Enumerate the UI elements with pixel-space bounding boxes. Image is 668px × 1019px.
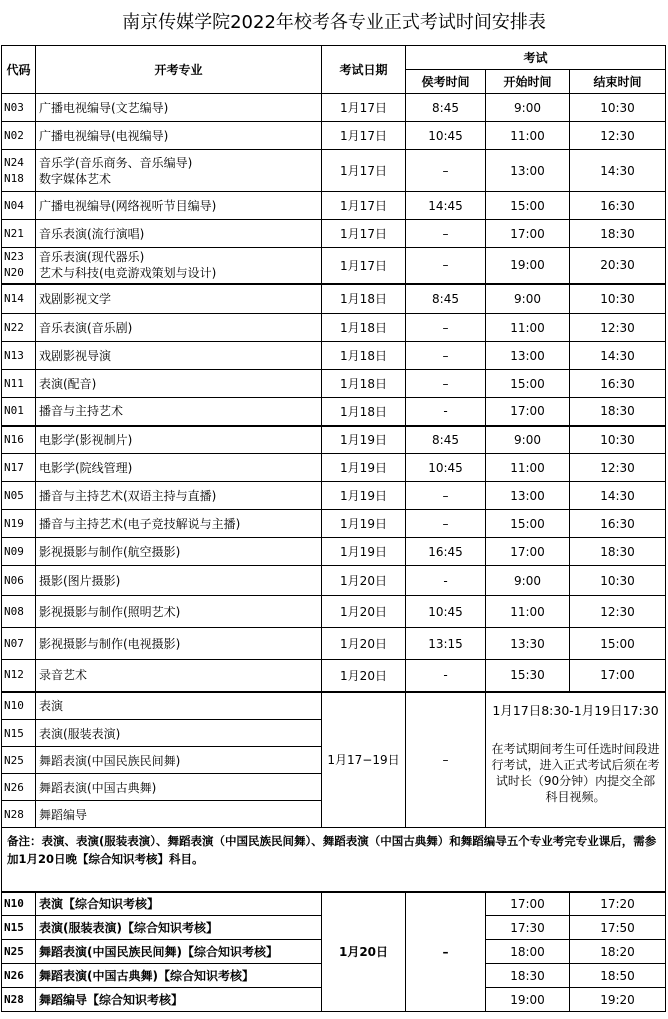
end-cell: 10:30	[570, 94, 666, 122]
date-cell: 1月20日	[322, 660, 406, 692]
date-cell: 1月20日	[322, 628, 406, 660]
table-row	[2, 426, 666, 454]
major-cell	[36, 538, 322, 566]
end-cell: 16:30	[570, 192, 666, 220]
major-text: 广播电视编导(网络视听节目编导)	[39, 198, 217, 213]
code-text: N06	[4, 573, 24, 587]
note-cell: 备注：表演、表演(服装表演）、舞蹈表演（中国民族民间舞）、舞蹈表演（中国古典舞）和舞蹈编导五个专业考完专业课后，需参加1月20日晚【综合知识考核】科目。	[2, 828, 666, 892]
end-cell: 10:30	[570, 426, 666, 454]
wait-cell: 8:45	[406, 426, 486, 454]
date-cell: 1月19日	[322, 510, 406, 538]
start-cell: 15:30	[486, 660, 570, 692]
code-cell: N25	[2, 940, 36, 964]
major-cell	[36, 454, 322, 482]
end-cell: 12:30	[570, 454, 666, 482]
table-row	[2, 248, 666, 284]
major-cell: 表演(服装表演)【综合知识考核】	[36, 916, 322, 940]
end-cell: 12:30	[570, 596, 666, 628]
wait-cell: –	[406, 248, 486, 284]
end-cell: 15:00	[570, 628, 666, 660]
major-cell: 表演(服装表演)	[36, 720, 322, 747]
code-cell	[2, 510, 36, 538]
code-cell	[2, 538, 36, 566]
code-text: N19	[4, 516, 24, 530]
code-cell	[2, 596, 36, 628]
major-text: 播音与主持艺术(双语主持与直播)	[39, 488, 217, 503]
table-row	[2, 538, 666, 566]
header-wait: 侯考时间	[406, 70, 486, 94]
major-cell	[36, 342, 322, 370]
date-cell: 1月18日	[322, 314, 406, 342]
major-cell	[36, 482, 322, 510]
free-date-cell: 1月17−19日	[322, 692, 406, 828]
major-cell	[36, 314, 322, 342]
code-text: N08	[4, 604, 24, 618]
code-text: N12	[4, 668, 24, 682]
major-cell: 舞蹈表演(中国古典舞)【综合知识考核】	[36, 964, 322, 988]
code-cell	[2, 122, 36, 150]
major-cell: 舞蹈表演(中国民族民间舞)	[36, 747, 322, 774]
start-cell: 18:00	[486, 940, 570, 964]
code-cell	[2, 192, 36, 220]
start-cell: 17:30	[486, 916, 570, 940]
header-date: 考试日期	[322, 46, 406, 94]
table-row	[2, 192, 666, 220]
start-cell: 17:00	[486, 892, 570, 916]
start-cell: 17:00	[486, 220, 570, 248]
end-cell: 17:00	[570, 660, 666, 692]
major-cell	[36, 510, 322, 538]
major-cell: 舞蹈表演(中国民族民间舞)【综合知识考核】	[36, 940, 322, 964]
major-text: 广播电视编导(电视编导)	[39, 128, 169, 143]
table-row	[2, 628, 666, 660]
major-cell	[36, 566, 322, 596]
start-cell: 13:00	[486, 482, 570, 510]
code-text-2: N20	[4, 266, 24, 280]
major-text: 录音艺术	[39, 668, 88, 683]
end-cell: 10:30	[570, 566, 666, 596]
code-text: N13	[4, 348, 24, 362]
code-cell: N15	[2, 720, 36, 747]
wait-cell: 8:45	[406, 94, 486, 122]
free-desc-text: 在考试期间考生可任选时间段进行考试，进入正式考试后须在考试时长（90分钟）内提交全部科目视频。	[491, 741, 660, 804]
knowledge-row	[2, 892, 666, 916]
code-text: N09	[4, 544, 24, 558]
header-code: 代码	[2, 46, 36, 94]
major-cell	[36, 220, 322, 248]
major-cell	[36, 398, 322, 426]
major-cell	[36, 370, 322, 398]
start-cell: 18:30	[486, 964, 570, 988]
date-cell: 1月19日	[322, 482, 406, 510]
start-cell: 17:00	[486, 398, 570, 426]
code-cell: N26	[2, 774, 36, 801]
table-row	[2, 510, 666, 538]
code-cell: N10	[2, 892, 36, 916]
wait-cell: 8:45	[406, 284, 486, 314]
code-text: N23	[4, 250, 24, 264]
page-title: 南京传媒学院2022年校考各专业正式考试时间安排表	[122, 12, 546, 33]
code-cell	[2, 314, 36, 342]
major-cell	[36, 660, 322, 692]
major-cell: 表演	[36, 692, 322, 720]
code-cell	[2, 454, 36, 482]
code-text: N03	[4, 100, 24, 114]
free-row	[2, 692, 666, 720]
end-cell: 18:30	[570, 538, 666, 566]
date-cell: 1月18日	[322, 284, 406, 314]
date-cell: 1月18日	[322, 370, 406, 398]
code-cell	[2, 426, 36, 454]
code-cell	[2, 342, 36, 370]
code-cell	[2, 150, 36, 192]
table-row	[2, 220, 666, 248]
major-cell	[36, 248, 322, 284]
end-cell: 12:30	[570, 122, 666, 150]
knowledge-date-cell: 1月20日	[322, 892, 406, 1012]
start-cell: 9:00	[486, 566, 570, 596]
major-text: 播音与主持艺术	[39, 404, 124, 419]
major-cell: 舞蹈编导	[36, 801, 322, 828]
end-cell: 18:20	[570, 940, 666, 964]
code-cell	[2, 284, 36, 314]
table-row	[2, 370, 666, 398]
end-cell: 14:30	[570, 342, 666, 370]
major-text: 广播电视编导(文艺编导)	[39, 100, 169, 115]
date-cell: 1月17日	[322, 248, 406, 284]
start-cell: 19:00	[486, 988, 570, 1012]
code-cell: N15	[2, 916, 36, 940]
major-text-2: 数字媒体艺术	[39, 171, 112, 186]
knowledge-wait-cell: –	[406, 892, 486, 1012]
end-cell: 19:20	[570, 988, 666, 1012]
header-end: 结束时间	[570, 70, 666, 94]
start-cell: 15:00	[486, 192, 570, 220]
code-text: N24	[4, 155, 24, 169]
end-cell: 17:20	[570, 892, 666, 916]
major-text: 摄影(图片摄影)	[39, 573, 121, 588]
date-cell: 1月19日	[322, 454, 406, 482]
major-text: 电影学(院线管理)	[39, 460, 133, 475]
end-cell: 18:50	[570, 964, 666, 988]
code-text: N14	[4, 291, 24, 305]
wait-cell: –	[406, 342, 486, 370]
start-cell: 11:00	[486, 596, 570, 628]
table-row	[2, 284, 666, 314]
major-cell	[36, 192, 322, 220]
start-cell: 17:00	[486, 538, 570, 566]
end-cell: 16:30	[570, 370, 666, 398]
start-cell: 13:30	[486, 628, 570, 660]
major-cell	[36, 628, 322, 660]
free-period-cell	[486, 692, 666, 828]
code-cell	[2, 94, 36, 122]
table-row	[2, 94, 666, 122]
date-cell: 1月20日	[322, 566, 406, 596]
start-cell: 19:00	[486, 248, 570, 284]
code-text: N11	[4, 376, 24, 390]
major-cell	[36, 426, 322, 454]
date-cell: 1月17日	[322, 122, 406, 150]
major-cell: 表演【综合知识考核】	[36, 892, 322, 916]
table-row	[2, 398, 666, 426]
start-cell: 15:00	[486, 510, 570, 538]
code-text: N21	[4, 226, 24, 240]
header-major: 开考专业	[36, 46, 322, 94]
major-text: 音乐表演(流行演唱)	[39, 226, 145, 241]
end-cell: 14:30	[570, 482, 666, 510]
wait-cell: –	[406, 510, 486, 538]
table-row	[2, 566, 666, 596]
wait-cell: 10:45	[406, 122, 486, 150]
major-text: 音乐表演(现代器乐)	[39, 250, 145, 265]
code-cell	[2, 566, 36, 596]
major-cell: 舞蹈表演(中国古典舞)	[36, 774, 322, 801]
date-cell: 1月19日	[322, 426, 406, 454]
major-text: 电影学(影视制片)	[39, 432, 133, 447]
wait-cell: 10:45	[406, 596, 486, 628]
date-cell: 1月17日	[322, 94, 406, 122]
code-text: N22	[4, 320, 24, 334]
end-cell: 12:30	[570, 314, 666, 342]
code-cell: N25	[2, 747, 36, 774]
date-cell: 1月18日	[322, 342, 406, 370]
code-cell	[2, 220, 36, 248]
wait-cell: 14:45	[406, 192, 486, 220]
end-cell: 17:50	[570, 916, 666, 940]
start-cell: 13:00	[486, 342, 570, 370]
date-cell: 1月17日	[322, 192, 406, 220]
table-row	[2, 342, 666, 370]
code-cell	[2, 370, 36, 398]
code-cell: N28	[2, 801, 36, 828]
major-cell	[36, 150, 322, 192]
header-row	[2, 46, 666, 70]
code-cell: N10	[2, 692, 36, 720]
major-text: 戏剧影视导演	[39, 348, 112, 363]
schedule-table	[1, 45, 666, 1012]
major-text: 戏剧影视文学	[39, 291, 112, 306]
code-text: N05	[4, 488, 24, 502]
code-cell: N26	[2, 964, 36, 988]
major-cell: 舞蹈编导【综合知识考核】	[36, 988, 322, 1012]
code-text: N04	[4, 198, 24, 212]
major-cell	[36, 284, 322, 314]
start-cell: 11:00	[486, 314, 570, 342]
start-cell: 9:00	[486, 426, 570, 454]
wait-cell: -	[406, 660, 486, 692]
wait-cell: 13:15	[406, 628, 486, 660]
code-cell	[2, 628, 36, 660]
code-cell	[2, 482, 36, 510]
table-row	[2, 660, 666, 692]
table-row	[2, 482, 666, 510]
major-text: 影视摄影与制作(电视摄影)	[39, 636, 181, 651]
wait-cell: –	[406, 314, 486, 342]
major-text: 影视摄影与制作(航空摄影)	[39, 544, 181, 559]
wait-cell: –	[406, 482, 486, 510]
table-row	[2, 314, 666, 342]
major-cell	[36, 122, 322, 150]
free-period-text: 1月17日8:30-1月19日17:30	[492, 702, 659, 718]
date-cell: 1月17日	[322, 150, 406, 192]
start-cell: 9:00	[486, 94, 570, 122]
code-text: N02	[4, 128, 24, 142]
end-cell: 16:30	[570, 510, 666, 538]
header-exam: 考试	[406, 46, 666, 70]
major-text: 影视摄影与制作(照明艺术)	[39, 604, 181, 619]
wait-cell: –	[406, 220, 486, 248]
date-cell: 1月18日	[322, 398, 406, 426]
code-text: N17	[4, 460, 24, 474]
code-text: N01	[4, 404, 24, 418]
end-cell: 10:30	[570, 284, 666, 314]
table-row	[2, 122, 666, 150]
major-cell	[36, 596, 322, 628]
code-text-2: N18	[4, 171, 24, 185]
table-row	[2, 454, 666, 482]
header-start: 开始时间	[486, 70, 570, 94]
major-cell	[36, 94, 322, 122]
end-cell: 20:30	[570, 248, 666, 284]
major-text: 音乐学(音乐商务、音乐编导)	[39, 155, 193, 170]
end-cell: 18:30	[570, 220, 666, 248]
code-cell: N28	[2, 988, 36, 1012]
wait-cell: –	[406, 370, 486, 398]
start-cell: 13:00	[486, 150, 570, 192]
code-text: N16	[4, 432, 24, 446]
date-cell: 1月19日	[322, 538, 406, 566]
date-cell: 1月17日	[322, 220, 406, 248]
start-cell: 15:00	[486, 370, 570, 398]
wait-cell: 16:45	[406, 538, 486, 566]
start-cell: 11:00	[486, 454, 570, 482]
major-text: 表演(配音)	[39, 376, 97, 391]
major-text-2: 艺术与科技(电竞游戏策划与设计)	[39, 266, 217, 281]
end-cell: 14:30	[570, 150, 666, 192]
free-wait-cell: –	[406, 692, 486, 828]
code-text: N07	[4, 636, 24, 650]
wait-cell: -	[406, 566, 486, 596]
code-cell	[2, 660, 36, 692]
major-text: 播音与主持艺术(电子竞技解说与主播)	[39, 516, 241, 531]
wait-cell: –	[406, 150, 486, 192]
table-row	[2, 596, 666, 628]
start-cell: 11:00	[486, 122, 570, 150]
start-cell: 9:00	[486, 284, 570, 314]
major-text: 音乐表演(音乐剧)	[39, 320, 133, 335]
code-cell	[2, 248, 36, 284]
code-cell	[2, 398, 36, 426]
date-cell: 1月20日	[322, 596, 406, 628]
table-row	[2, 150, 666, 192]
wait-cell: 10:45	[406, 454, 486, 482]
note-row	[2, 828, 666, 892]
end-cell: 18:30	[570, 398, 666, 426]
wait-cell: -	[406, 398, 486, 426]
